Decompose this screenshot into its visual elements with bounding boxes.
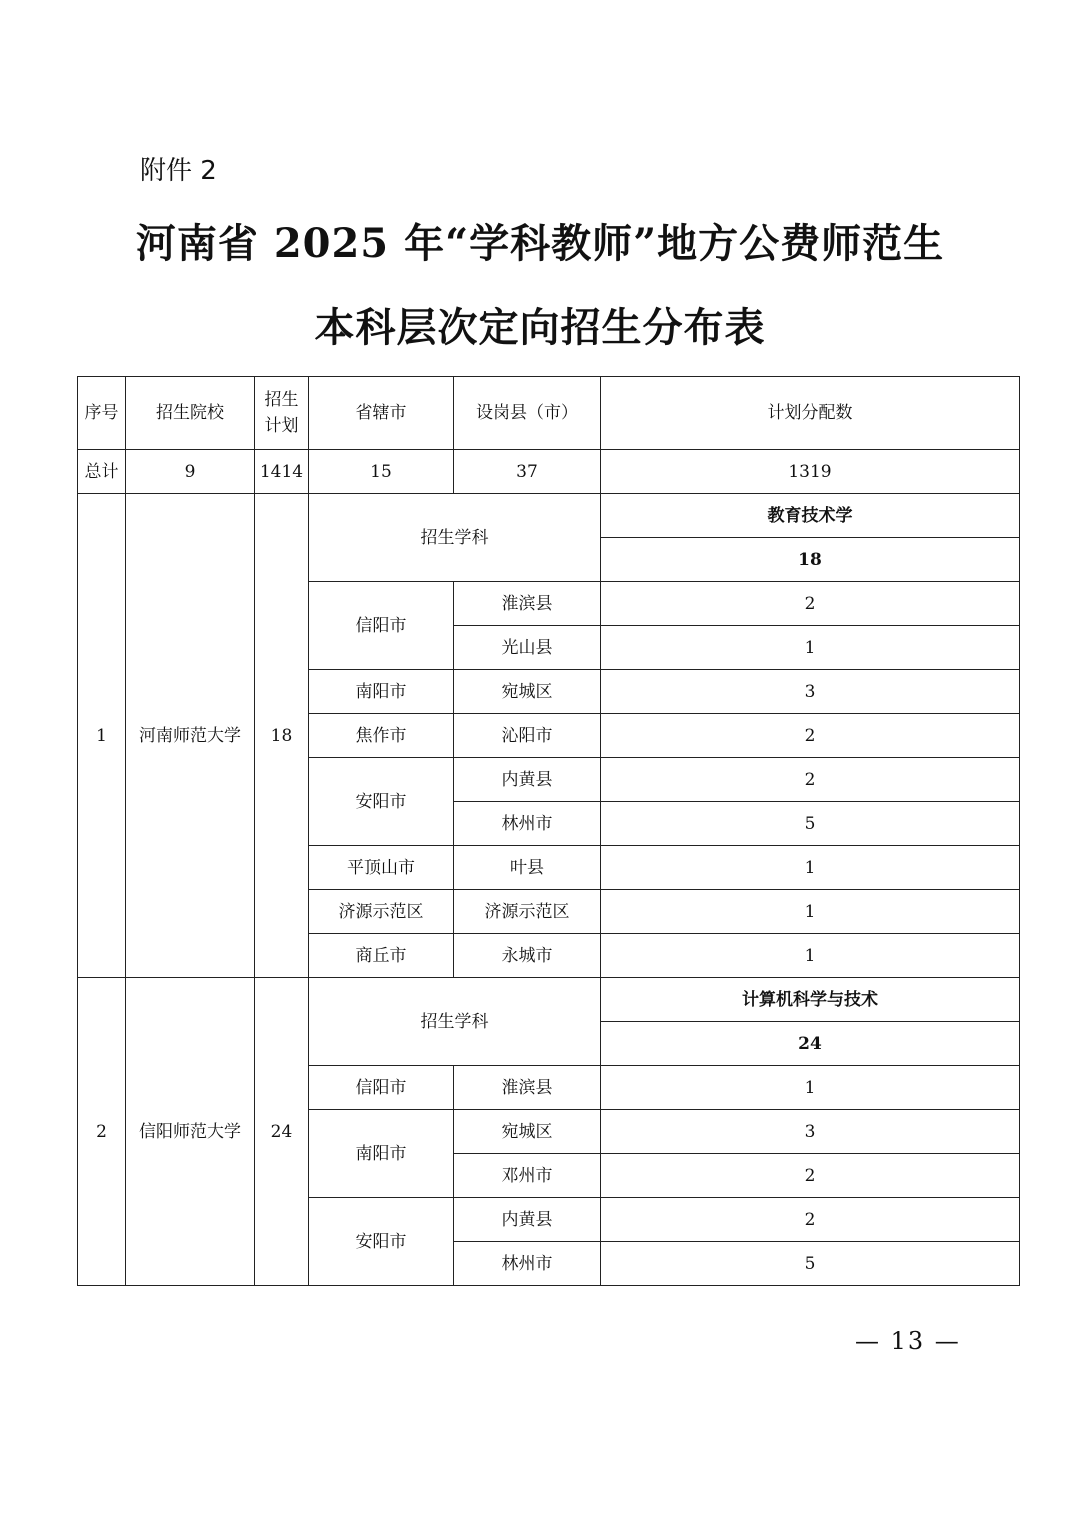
county-cell: 内黄县 bbox=[454, 758, 601, 802]
block-plan: 24 bbox=[255, 978, 309, 1286]
block-seq: 1 bbox=[78, 494, 126, 978]
document-subtitle: 本科层次定向招生分布表 bbox=[314, 304, 766, 351]
count-cell: 3 bbox=[601, 1110, 1020, 1154]
subject-total: 24 bbox=[601, 1022, 1020, 1066]
city-cell: 信阳市 bbox=[309, 1066, 454, 1110]
city-cell: 焦作市 bbox=[309, 714, 454, 758]
count-cell: 1 bbox=[601, 890, 1020, 934]
header-city: 省辖市 bbox=[309, 377, 454, 450]
count-cell: 5 bbox=[601, 802, 1020, 846]
city-cell: 南阳市 bbox=[309, 1110, 454, 1198]
header-alloc: 计划分配数 bbox=[601, 377, 1020, 450]
county-cell: 叶县 bbox=[454, 846, 601, 890]
block-school: 河南师范大学 bbox=[126, 494, 255, 978]
total-alloc: 1319 bbox=[601, 450, 1020, 494]
attachment-label: 附件 2 bbox=[140, 156, 217, 186]
total-schools: 9 bbox=[126, 450, 255, 494]
subject-total: 18 bbox=[601, 538, 1020, 582]
header-plan-line1: 招生 bbox=[264, 390, 299, 410]
page-number: — 13 — bbox=[855, 1327, 961, 1355]
subject-name: 教育技术学 bbox=[601, 494, 1020, 538]
subject-label: 招生学科 bbox=[309, 494, 601, 582]
count-cell: 3 bbox=[601, 670, 1020, 714]
count-cell: 2 bbox=[601, 582, 1020, 626]
count-cell: 2 bbox=[601, 1198, 1020, 1242]
county-cell: 沁阳市 bbox=[454, 714, 601, 758]
city-cell: 商丘市 bbox=[309, 934, 454, 978]
table-row bbox=[78, 494, 1020, 538]
city-cell: 安阳市 bbox=[309, 758, 454, 846]
city-cell: 南阳市 bbox=[309, 670, 454, 714]
count-cell: 1 bbox=[601, 1066, 1020, 1110]
header-row bbox=[78, 377, 1020, 450]
city-cell: 安阳市 bbox=[309, 1198, 454, 1286]
header-seq: 序号 bbox=[78, 377, 126, 450]
count-cell: 1 bbox=[601, 934, 1020, 978]
county-cell: 宛城区 bbox=[454, 1110, 601, 1154]
block-plan: 18 bbox=[255, 494, 309, 978]
total-label: 总计 bbox=[78, 450, 126, 494]
header-plan-line2: 计划 bbox=[264, 416, 299, 436]
count-cell: 2 bbox=[601, 714, 1020, 758]
count-cell: 2 bbox=[601, 1154, 1020, 1198]
header-county: 设岗县（市） bbox=[454, 377, 601, 450]
county-cell: 淮滨县 bbox=[454, 1066, 601, 1110]
county-cell: 邓州市 bbox=[454, 1154, 601, 1198]
table-row bbox=[78, 978, 1020, 1022]
city-cell: 济源示范区 bbox=[309, 890, 454, 934]
subject-name: 计算机科学与技术 bbox=[601, 978, 1020, 1022]
city-cell: 平顶山市 bbox=[309, 846, 454, 890]
count-cell: 1 bbox=[601, 846, 1020, 890]
document-title: 河南省 2025 年“学科教师”地方公费师范生 bbox=[135, 220, 945, 267]
count-cell: 5 bbox=[601, 1242, 1020, 1286]
header-plan bbox=[255, 377, 309, 450]
count-cell: 2 bbox=[601, 758, 1020, 802]
block-seq: 2 bbox=[78, 978, 126, 1286]
county-cell: 光山县 bbox=[454, 626, 601, 670]
total-plan: 1414 bbox=[255, 450, 309, 494]
distribution-table bbox=[77, 376, 1020, 1286]
total-row bbox=[78, 450, 1020, 494]
county-cell: 林州市 bbox=[454, 802, 601, 846]
county-cell: 宛城区 bbox=[454, 670, 601, 714]
county-cell: 林州市 bbox=[454, 1242, 601, 1286]
header-school: 招生院校 bbox=[126, 377, 255, 450]
county-cell: 淮滨县 bbox=[454, 582, 601, 626]
total-counties: 37 bbox=[454, 450, 601, 494]
county-cell: 永城市 bbox=[454, 934, 601, 978]
city-cell: 信阳市 bbox=[309, 582, 454, 670]
block-school: 信阳师范大学 bbox=[126, 978, 255, 1286]
county-cell: 内黄县 bbox=[454, 1198, 601, 1242]
subject-label: 招生学科 bbox=[309, 978, 601, 1066]
county-cell: 济源示范区 bbox=[454, 890, 601, 934]
total-cities: 15 bbox=[309, 450, 454, 494]
count-cell: 1 bbox=[601, 626, 1020, 670]
